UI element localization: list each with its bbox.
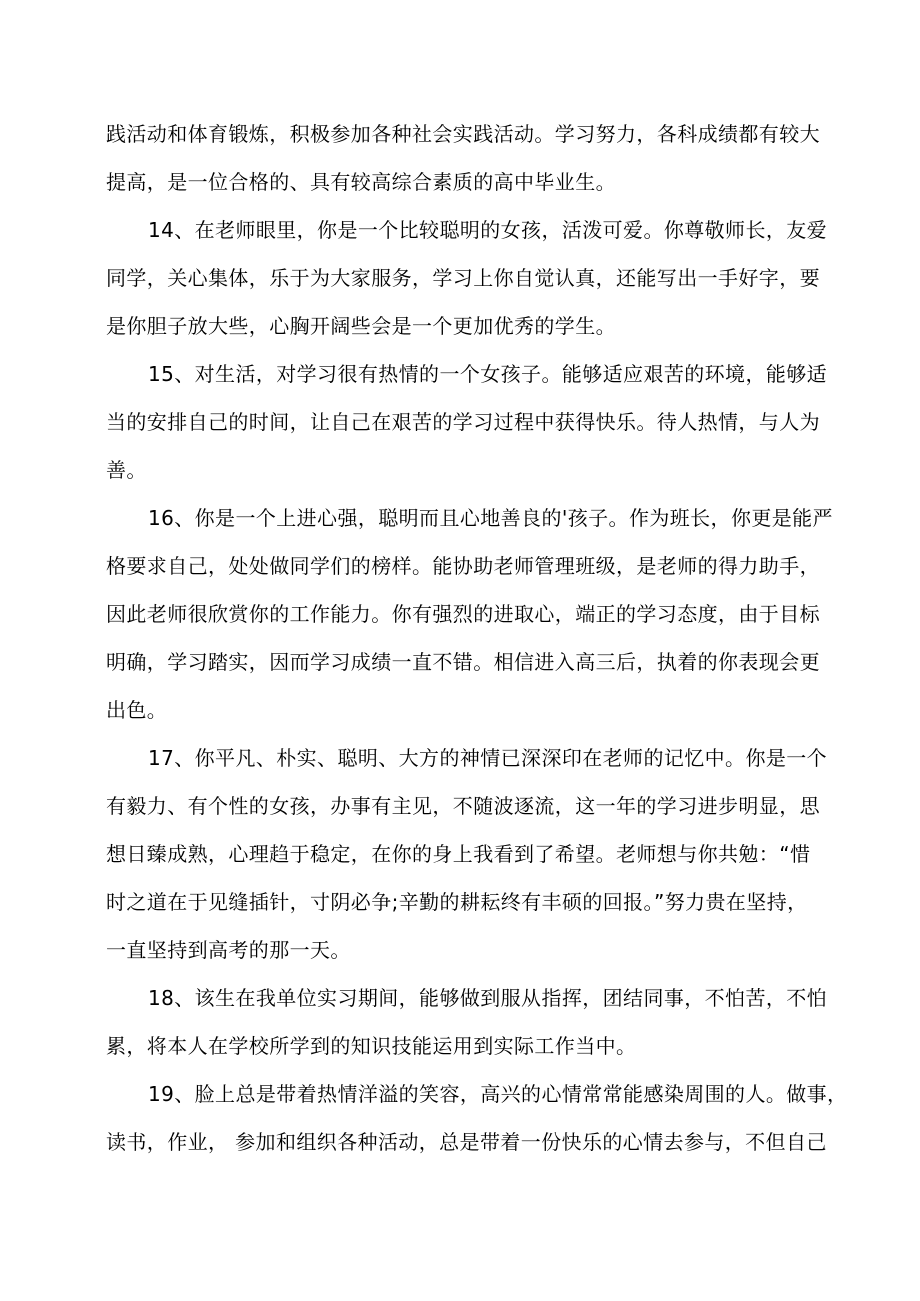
text-line: 格要求自己，处处做同学们的榜样。能协助老师管理班级，是老师的得力助手， [106, 554, 820, 578]
paragraph-16-first-line: 16、你是一个上进心强，聪明而且心地善良的'孩子。作为班长，你更是能严 [148, 506, 833, 530]
text-line: 因此老师很欣赏你的工作能力。你有强烈的进取心，端正的学习态度，由于目标 [106, 602, 820, 626]
paragraph-18-first-line: 18、该生在我单位实习期间，能够做到服从指挥，团结同事，不怕苦，不怕 [148, 986, 828, 1010]
text-line: 同学，关心集体，乐于为大家服务，学习上你自觉认真，还能写出一手好字，要 [106, 266, 820, 290]
text-line: 一直坚持到高考的那一天。 [106, 938, 351, 962]
text-line: 当的安排自己的时间，让自己在艰苦的学习过程中获得快乐。待人热情，与人为 [106, 410, 820, 434]
paragraph-15-first-line: 15、对生活，对学习很有热情的一个女孩子。能够适应艰苦的环境，能够适 [148, 362, 828, 386]
text-line: 是你胆子放大些，心胸开阔些会是一个更加优秀的学生。 [106, 314, 616, 338]
text-line: 出色。 [106, 698, 168, 722]
text-line: 善。 [106, 458, 147, 482]
text-line: 累，将本人在学校所学到的知识技能运用到实际工作当中。 [106, 1034, 637, 1058]
text-line: 提高，是一位合格的、具有较高综合素质的高中毕业生。 [106, 170, 616, 194]
paragraph-14-first-line: 14、在老师眼里，你是一个比较聪明的女孩，活泼可爱。你尊敬师长，友爱 [148, 218, 828, 242]
paragraph-19-first-line: 19、脸上总是带着热情洋溢的笑容，高兴的心情常常能感染周围的人。做事， [148, 1082, 848, 1106]
text-line: 明确，学习踏实，因而学习成绩一直不错。相信进入高三后，执着的你表现会更 [106, 650, 820, 674]
text-line: 有毅力、有个性的女孩，办事有主见，不随波逐流，这一年的学习进步明显，思 [106, 794, 820, 818]
text-line: 践活动和体育锻炼，积极参加各种社会实践活动。学习努力，各科成绩都有较大 [106, 122, 820, 146]
text-line: 读书，作业， 参加和组织各种活动，总是带着一份快乐的心情去参与，不但自己 [106, 1130, 827, 1154]
text-line: 想日臻成熟，心理趋于稳定，在你的身上我看到了希望。老师想与你共勉：“惜 [106, 842, 811, 866]
paragraph-17-first-line: 17、你平凡、朴实、聪明、大方的神情已深深印在老师的记忆中。你是一个 [148, 746, 828, 770]
text-line: 时之道在于见缝插针，寸阴必争;辛勤的耕耘终有丰硕的回报。”努力贵在坚持， [106, 890, 808, 914]
